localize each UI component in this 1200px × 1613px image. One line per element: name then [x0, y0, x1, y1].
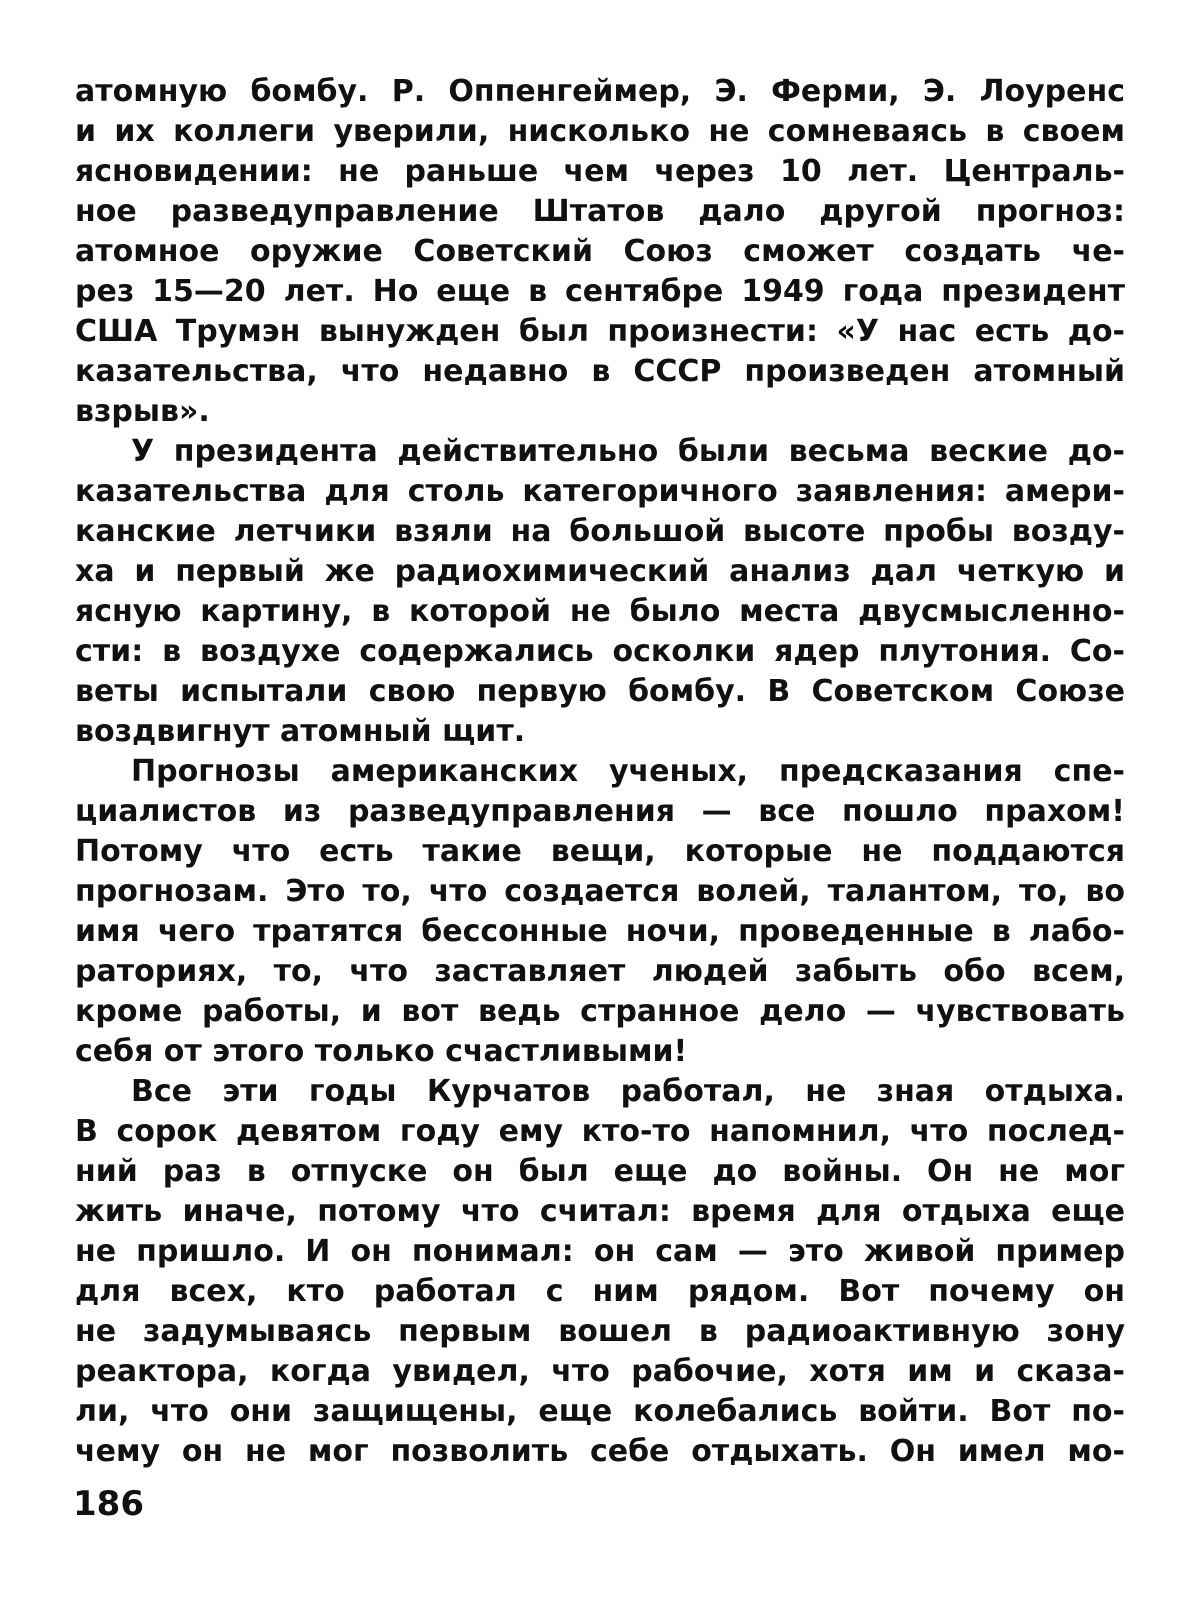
text-line: казательства для столь категоричного заявления: амери- — [75, 474, 1125, 509]
text-line: реактора, когда увидел, что рабочие, хотя им и сказа- — [75, 1354, 1125, 1389]
text-line: В сорок девятом году ему кто-то напомнил, что послед- — [75, 1114, 1125, 1149]
text-line: себя от этого только счастливыми! — [75, 1034, 688, 1069]
text-line: раториях, то, что заставляет людей забыть обо всем, — [75, 954, 1125, 989]
text-line: жить иначе, потому что считал: время для отдыха еще — [75, 1194, 1125, 1229]
text-line: канские летчики взяли на большой высоте пробы возду- — [75, 514, 1125, 549]
text-line: веты испытали свою первую бомбу. В Советском Союзе — [75, 674, 1125, 709]
text-line: ясную картину, в которой не было места двусмысленно- — [75, 594, 1125, 629]
text-line: прогнозам. Это то, что создается волей, талантом, то, во — [75, 874, 1125, 909]
text-line: кроме работы, и вот ведь странное дело — чувствовать — [75, 994, 1125, 1029]
text-line: рез 15—20 лет. Но еще в сентябре 1949 года президент — [75, 274, 1125, 309]
text-line: имя чего тратятся бессонные ночи, проведенные в лабо- — [75, 914, 1125, 949]
text-line: казательства, что недавно в СССР произведен атомный — [75, 354, 1125, 389]
text-line: взрыв». — [75, 394, 210, 429]
text-line: для всех, кто работал с ним рядом. Вот почему он — [75, 1274, 1125, 1309]
page-number: 186 — [73, 1484, 144, 1524]
text-line: ний раз в отпуске он был еще до войны. Он не мог — [75, 1154, 1125, 1189]
text-line: сти: в воздухе содержались осколки ядер плутония. Со- — [75, 634, 1125, 669]
text-line: и их коллеги уверили, нисколько не сомневаясь в своем — [75, 114, 1125, 149]
text-line: циалистов из разведуправления — все пошло прахом! — [75, 794, 1125, 829]
text-line: У президента действительно были весьма веские до- — [131, 434, 1125, 469]
text-line: воздвигнут атомный щит. — [75, 714, 526, 749]
text-line: атомное оружие Советский Союз сможет создать че- — [75, 234, 1125, 269]
text-line: ли, что они защищены, еще колебались войти. Вот по- — [75, 1394, 1125, 1429]
text-line: Потому что есть такие вещи, которые не поддаются — [75, 834, 1125, 869]
text-line: ное разведуправление Штатов дало другой прогноз: — [75, 194, 1125, 229]
text-line: Все эти годы Курчатов работал, не зная отдыха. — [131, 1074, 1125, 1109]
text-line: Прогнозы американских ученых, предсказания спе- — [131, 754, 1125, 789]
text-line: не пришло. И он понимал: он сам — это живой пример — [75, 1234, 1125, 1269]
text-line: ха и первый же радиохимический анализ дал четкую и — [75, 554, 1125, 589]
text-line: ясновидении: не раньше чем через 10 лет. Централь- — [75, 154, 1125, 189]
text-line: чему он не мог позволить себе отдыхать. Он имел мо- — [75, 1434, 1125, 1469]
text-line: атомную бомбу. Р. Оппенгеймер, Э. Ферми, Э. Лоуренс — [75, 74, 1125, 109]
text-line: США Трумэн вынужден был произнести: «У нас есть до- — [75, 314, 1125, 349]
text-line: не задумываясь первым вошел в радиоактивную зону — [75, 1314, 1125, 1349]
